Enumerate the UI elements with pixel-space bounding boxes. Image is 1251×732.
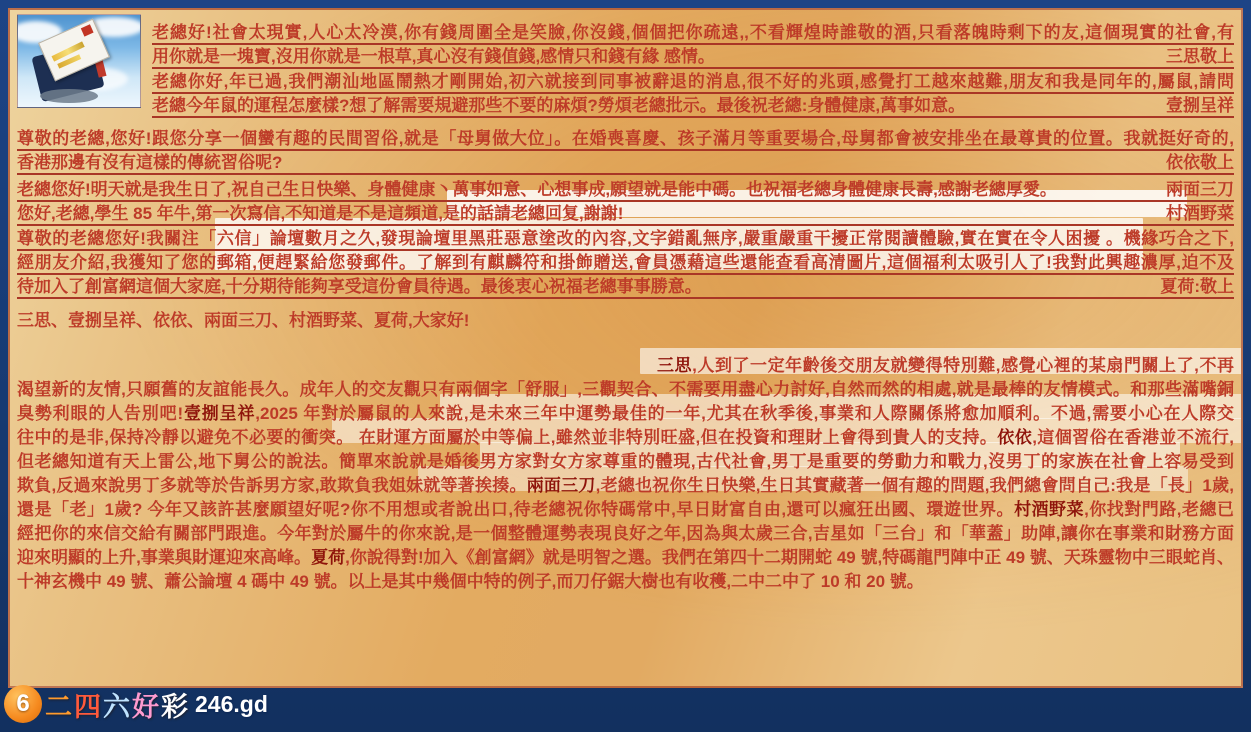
lottery-ball-icon: 6 — [4, 685, 42, 723]
reply-text: 還是「老」1歲? 今年又該許甚麼願望好呢?你不用想或者說出口,待老總祝你特碼常中,早日財富自由,還可以瘋狂出國、環遊世界。 — [17, 500, 1015, 519]
pen-name: 兩面三刀 — [526, 476, 596, 495]
letter-line: 老總你好,年已過,我們潮汕地區鬧熱才剛開始,初六就接到同事被辭退的消息,很不好的兆頭,感覺打工越來越難,朋友和我是同年的,屬鼠,請問 — [152, 71, 1234, 94]
reply-section — [17, 355, 1234, 592]
letter-signature: 村酒野菜 — [1166, 204, 1234, 223]
letter-line: 尊敬的老總您好!我關注「六信」論壇數月之久,發現論壇里黑莊惡意塗改的內容,文字錯亂無序,嚴重嚴重干擾正常閱讀體驗,實在實在令人困擾 。機緣巧合之下, — [17, 228, 1234, 251]
watermark-char: 好 — [132, 691, 159, 722]
letter-line — [17, 203, 1234, 226]
letter-line — [152, 95, 1234, 118]
pen-name: 依依 — [997, 428, 1033, 447]
watermark-char: 二 — [45, 691, 72, 722]
reply-text: 臭勢利眼的人告別吧! — [17, 404, 184, 423]
letter-signature: 依依敬上 — [1166, 153, 1234, 172]
underline-filler — [702, 276, 1147, 297]
greeting-line: 三思、壹捌呈祥、依依、兩面三刀、村酒野菜、夏荷,大家好! — [17, 311, 470, 330]
pedestal-shape — [40, 89, 98, 103]
reply-text: ,老總也祝你生日快樂,生日其實藏著一個有趣的問題,我們總會問自己:我是「長」1歲, — [595, 476, 1234, 495]
reader-letters-section — [17, 22, 1234, 331]
pen-name: 村酒野菜 — [1014, 500, 1085, 519]
letter-text: 香港那邊有沒有這樣的傳統習俗呢? — [17, 153, 283, 172]
letter-line — [17, 276, 1234, 299]
letter-signature: 壹捌呈祥 — [1166, 96, 1234, 115]
letter-text: 待加入了創富網這個大家庭,十分期待能夠享受這份會員待遇。最後衷心祝福老總事事勝意。 — [17, 277, 702, 296]
watermark-domain: 246.gd — [195, 690, 268, 717]
reply-line: 但老總知道有天上雷公,地下舅公的說法。簡單來說就是婚後男方家對女方家尊重的體現,古代社會,男丁是重要的勞動力和戰力,沒男丁的家族在社會上容易受到 — [17, 452, 1234, 471]
letter-line — [17, 179, 1234, 202]
letter-signature: 三思敬上 — [1166, 47, 1234, 66]
pen-name: 壹捌呈祥 — [183, 404, 256, 423]
letter-text: 您好,老總,學生 85 年牛,第一次寫信,不知道是不是這頻道,是的話請老總回复,謝謝! — [17, 204, 624, 223]
reply-text: ,你找對門路,老總已 — [1084, 500, 1234, 519]
watermark-char: 彩 — [161, 691, 188, 722]
letter-line — [152, 46, 1234, 69]
letter-text: 老總您好!明天就是我生日了,祝自己生日快樂、身體健康丶萬事如意、心想事成,願望就是能中碼。也祝福老總身體健康長壽,感謝老總厚愛。 — [17, 180, 1057, 199]
letter-line: 經朋友介紹,我獲知了您的郵箱,便趕緊給您發郵件。了解到有麒麟符和掛飾贈送,會員憑藉這些還能查看高清圖片,這個福利太吸引人了!我對此興趣濃厚,迫不及 — [17, 252, 1234, 275]
reply-line: 渴望新的友情,只願舊的友誼能長久。成年人的交友觀只有兩個字「舒服」,三觀契合、不需要用盡心力討好,自然而然的相處,就是最棒的友情模式。和那些滿嘴銅 — [17, 380, 1234, 399]
letter-line: 尊敬的老總,您好!跟您分享一個蠻有趣的民間習俗,就是「母舅做大位」。在婚喪喜慶、孩子滿月等重要場合,母舅都會被安排坐在最尊貴的位置。我就挺好奇的, — [17, 128, 1234, 151]
reply-text: ,人到了一定年齡後交朋友就變得特別難,感覺心裡的某扇門關上了,不再 — [692, 356, 1234, 375]
letter-text: 用你就是一塊寶,沒用你就是一根草,真心沒有錢值錢,感情只和錢有緣 感情。 — [152, 47, 715, 66]
underline-filler — [965, 95, 1152, 116]
watermark-char: 四 — [74, 691, 101, 722]
mailbox-photo-logo — [17, 14, 141, 108]
reply-text: 欺負,反過來說男丁多就等於告訴男方家,敢欺負我姐妹就等著挨揍。 — [17, 476, 527, 495]
reply-line — [17, 499, 1234, 520]
letter-text: 老總今年鼠的運程怎麼樣?想了解需要規避那些不要的麻煩?勞煩老總批示。最後祝老總:身體健康,萬事如意。 — [152, 96, 966, 115]
pen-name: 三思 — [657, 356, 693, 375]
reply-text: ,這個習俗在香港並不流行, — [1032, 428, 1234, 447]
letter-signature: 兩面三刀 — [1166, 180, 1234, 199]
reply-text: ,2025 年對於屬鼠的人來說,是未來三年中運勢最佳的一年,尤其在秋季後,事業和人際關係將愈加順利。不過,需要小心在人際交 — [255, 404, 1234, 423]
pen-name: 夏荷 — [311, 548, 346, 567]
reply-line — [17, 475, 1234, 496]
reply-text: ,你說得對!加入《創富網》就是明智之選。我們在第四十二期開蛇 49 號,特碼龍門陣中正 49 號、天珠靈物中三眼蛇肖、 — [345, 548, 1234, 567]
reply-line — [17, 403, 1234, 424]
underline-filler — [623, 203, 1152, 224]
reply-line — [17, 547, 1234, 568]
watermark-246gd — [4, 678, 268, 730]
reply-line — [17, 355, 1234, 376]
reply-text: 迎來明顯的上升,事業與財運迎來高峰。 — [17, 548, 312, 567]
reply-text: 往中的是非,保持冷靜以避免不必要的衝突。 在財運方面屬於中等偏上,雖然並非特別旺盛,但在投資和理財上會得到貴人的支持。 — [17, 428, 998, 447]
parchment-area — [8, 8, 1243, 688]
letter-signature: 夏荷:敬上 — [1160, 277, 1234, 296]
watermark-char: 六 — [103, 691, 130, 722]
underline-filler — [1057, 179, 1152, 200]
reply-line: 經把你的來信交給有關部門跟進。今年對於屬牛的你來說,是一個整體運勢表現良好之年,因為與太歲三合,吉星如「三台」和「華蓋」助陣,讓你在事業和財務方面 — [17, 524, 1234, 543]
letter-line — [17, 152, 1234, 175]
reply-line — [17, 427, 1234, 448]
underline-filler — [715, 46, 1152, 67]
letter-line: 老總好!社會太現實,人心太冷漠,你有錢周圍全是笑臉,你沒錢,個個把你疏遠,,不看輝煌時誰敬的酒,只看落魄時剩下的友,這個現實的社會,有 — [152, 22, 1234, 45]
underline-filler — [282, 152, 1152, 173]
reply-line: 十神玄機中 49 號、蕭公論壇 4 碼中 49 號。以上是其中幾個中特的例子,而刀仔鋸大樹也有收穫,二中二中了 10 和 20 號。 — [17, 572, 924, 591]
stamp-shape — [81, 24, 94, 36]
